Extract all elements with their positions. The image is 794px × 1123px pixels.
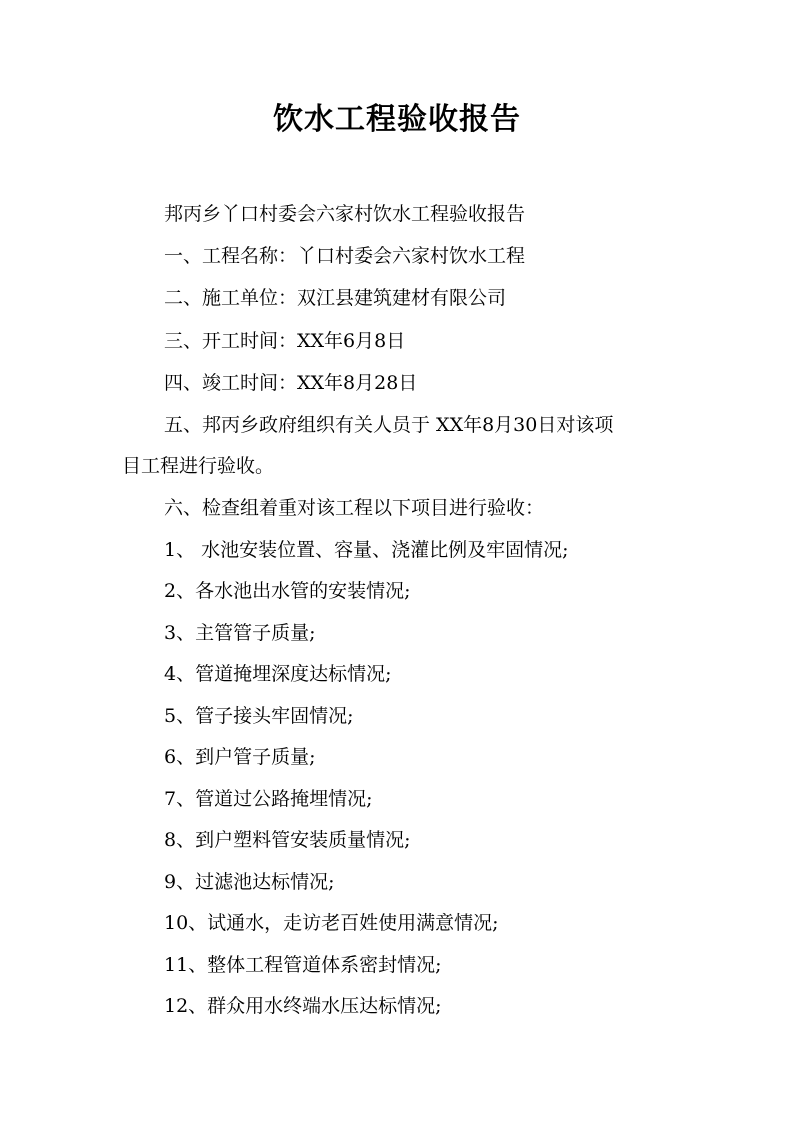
report-subtitle: 邦丙乡丫口村委会六家村饮水工程验收报告 [164,203,526,225]
inspection-item: 12、群众用水终端水压达标情况; [164,995,442,1017]
inspection-intro: 六、检查组着重对该工程以下项目进行验收： [164,497,545,519]
inspection-item: 11、整体工程管道体系密封情况; [164,954,442,976]
acceptance-line: 五、邦丙乡政府组织有关人员于 XX年8月30日对该项 [164,414,614,436]
inspection-item: 10、试通水，走访老百姓使用满意情况; [164,912,499,934]
inspection-item: 3、主管管子质量; [164,622,316,644]
inspection-item: 2、各水池出水管的安装情况; [164,580,411,602]
inspection-item: 6、到户管子质量; [164,746,316,768]
inspection-item: 4、管道掩埋深度达标情况; [164,663,392,685]
inspection-item: 7、管道过公路掩埋情况; [164,788,373,810]
inspection-item: 9、过滤池达标情况; [164,871,335,893]
page-title: 饮水工程验收报告 [273,102,521,137]
start-date-line: 三、开工时间：XX年6月8日 [164,330,406,352]
completion-date-line: 四、竣工时间：XX年8月28日 [164,372,418,394]
inspection-item: 8、到户塑料管安装质量情况; [164,829,411,851]
project-name-line: 一、工程名称：丫口村委会六家村饮水工程 [164,245,526,267]
inspection-item: 5、管子接头牢固情况; [164,705,354,727]
contractor-line: 二、施工单位：双江县建筑建材有限公司 [164,287,507,309]
acceptance-line-continued: 目工程进行验收。 [122,455,275,477]
inspection-item: 1、 水池安装位置、容量、浇灌比例及牢固情况; [164,539,569,561]
